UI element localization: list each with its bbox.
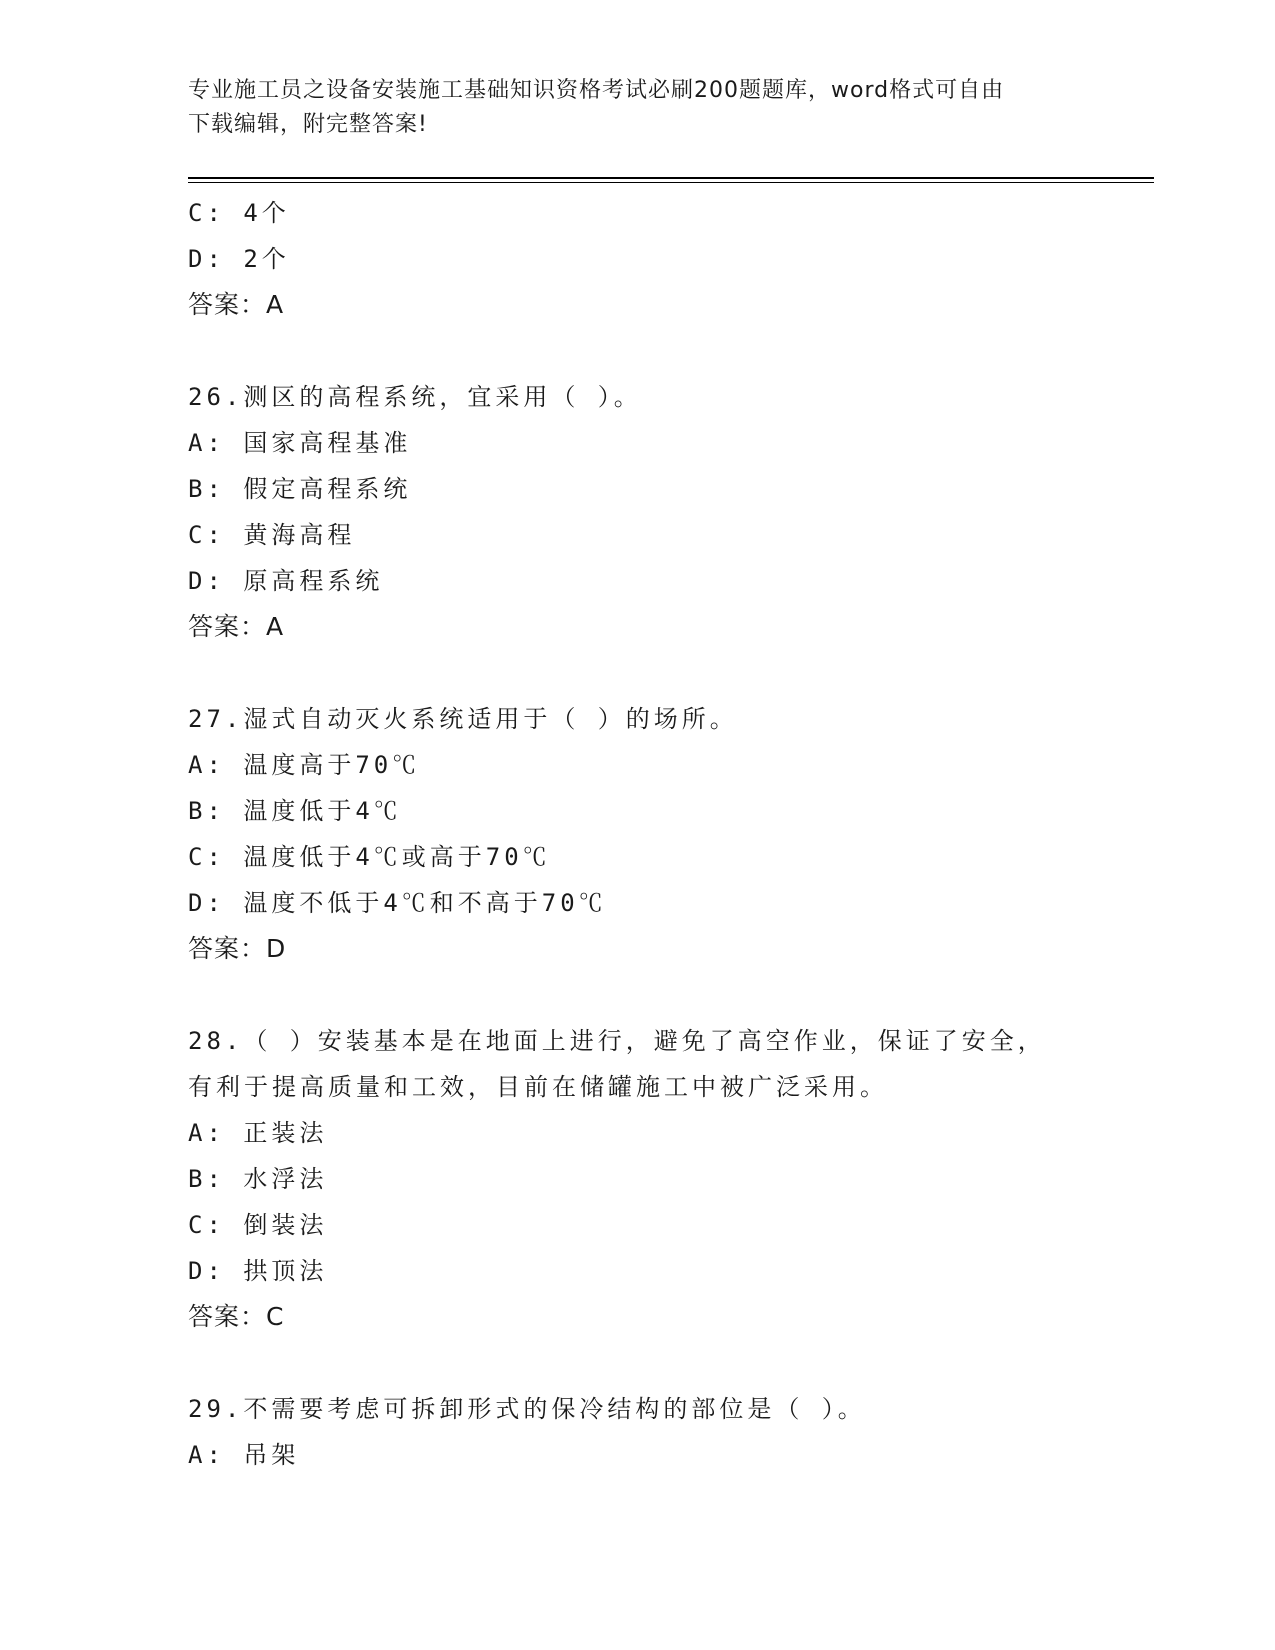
document-body	[188, 190, 1088, 1478]
answer-line: 答案：C	[188, 1302, 285, 1331]
option-d: D: 原高程系统	[188, 567, 384, 595]
question-stem: 27.湿式自动灭火系统适用于（ ）的场所。	[188, 705, 738, 733]
option-b: B: 温度低于4℃	[188, 797, 402, 825]
header-line-1: 专业施工员之设备安装施工基础知识资格考试必刷200题题库，word格式可自由	[188, 78, 1005, 103]
answer-line: 答案：A	[188, 612, 285, 641]
option-d: D: 2个	[188, 245, 290, 273]
option-a: A: 温度高于70℃	[188, 751, 421, 779]
question-stem-continued: 有利于提高质量和工效，目前在储罐施工中被广泛采用。	[188, 1073, 888, 1101]
header-line-2: 下载编辑，附完整答案!	[188, 112, 428, 137]
question-26	[188, 374, 1088, 650]
answer-line: 答案：D	[188, 934, 287, 963]
option-d: D: 温度不低于4℃和不高于70℃	[188, 889, 607, 917]
question-stem: 29.不需要考虑可拆卸形式的保冷结构的部位是（ ）。	[188, 1395, 866, 1423]
spacer	[188, 650, 1088, 696]
spacer	[188, 972, 1088, 1018]
previous-question-tail	[188, 190, 1088, 328]
header-rule-thin	[188, 182, 1154, 183]
question-27	[188, 696, 1088, 972]
spacer	[188, 1340, 1088, 1386]
option-a: A: 正装法	[188, 1119, 328, 1147]
question-28	[188, 1018, 1088, 1340]
option-c: C: 倒装法	[188, 1211, 328, 1239]
question-29	[188, 1386, 1088, 1478]
spacer	[188, 328, 1088, 374]
option-c: C: 温度低于4℃或高于70℃	[188, 843, 551, 871]
option-b: B: 假定高程系统	[188, 475, 412, 503]
option-a: A: 吊架	[188, 1441, 300, 1469]
option-c: C: 黄海高程	[188, 521, 356, 549]
answer-line: 答案：A	[188, 290, 285, 319]
option-c: C: 4个	[188, 199, 290, 227]
option-d: D: 拱顶法	[188, 1257, 328, 1285]
header-rule-thick	[188, 177, 1154, 179]
option-a: A: 国家高程基准	[188, 429, 412, 457]
option-b: B: 水浮法	[188, 1165, 328, 1193]
question-stem: 26.测区的高程系统，宜采用（ ）。	[188, 383, 642, 411]
question-stem: 28.（ ）安装基本是在地面上进行，避免了高空作业，保证了安全，	[188, 1027, 1046, 1055]
document-header	[188, 74, 1068, 142]
